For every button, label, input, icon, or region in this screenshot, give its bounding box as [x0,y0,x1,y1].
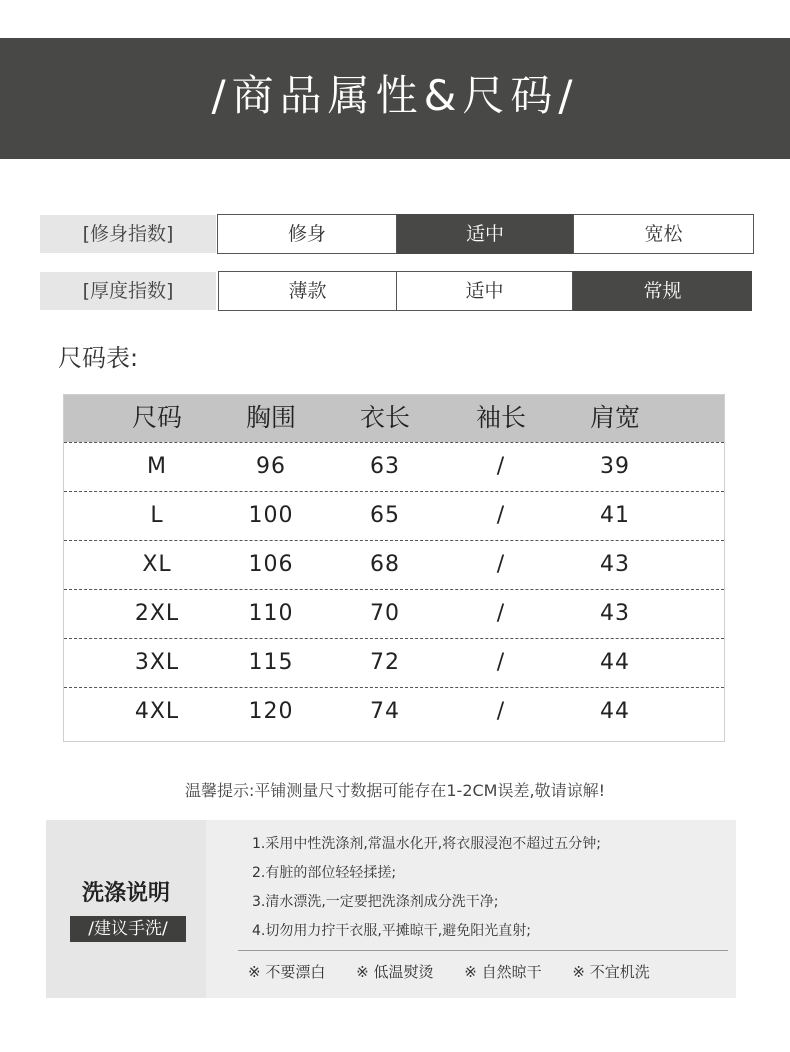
cell-length: 74 [370,699,400,724]
thickness-index-row [40,271,754,311]
header-banner [0,38,790,159]
care-no-machine-wash: ※ 不宜机洗 [572,963,650,981]
table-row [64,638,724,687]
header-size: 尺码 [131,403,182,432]
thickness-option-thin: 薄款 [218,271,397,311]
cell-chest: 110 [248,601,294,626]
thickness-index-label: [厚度指数] [40,272,216,310]
header-shoulder: 肩宽 [589,403,640,432]
washing-steps [252,834,601,950]
cell-size: 2XL [134,601,180,626]
cell-length: 65 [370,503,400,528]
table-row [64,687,724,736]
fit-index-label: [修身指数] [40,215,216,253]
cell-sleeve: / [496,552,506,577]
size-table-header [64,395,724,442]
banner-title: /商品属性&尺码/ [211,71,579,120]
cell-sleeve: / [496,454,506,479]
washing-subtitle: /建议手洗/ [70,916,186,942]
cell-shoulder: 43 [600,552,630,577]
header-chest: 胸围 [245,403,296,432]
header-sleeve: 袖长 [475,403,526,432]
table-row [64,491,724,540]
washing-step: 2.有脏的部位轻轻揉搓; [252,865,397,881]
cell-shoulder: 44 [600,650,630,675]
cell-shoulder: 41 [600,503,630,528]
cell-size: XL [142,552,172,577]
cell-sleeve: / [496,601,506,626]
cell-sleeve: / [496,699,506,724]
cell-size: 3XL [134,650,180,675]
table-row [64,540,724,589]
cell-sleeve: / [496,650,506,675]
measurement-tip: 温馨提示:平铺测量尺寸数据可能存在1-2CM误差,敬请谅解! [184,781,605,800]
cell-shoulder: 44 [600,699,630,724]
care-symbols [248,961,676,982]
table-row [64,442,724,491]
cell-size: M [147,454,167,479]
washing-details-panel [206,820,736,998]
fit-option-loose: 宽松 [573,214,754,254]
cell-chest: 115 [248,650,294,675]
table-row [64,589,724,638]
washing-step: 4.切勿用力拧干衣服,平摊晾干,避免阳光直射; [252,923,531,939]
cell-length: 70 [370,601,400,626]
cell-length: 63 [370,454,400,479]
size-table [63,394,725,742]
washing-title-panel [46,820,206,998]
header-length: 衣长 [359,403,410,432]
cell-shoulder: 43 [600,601,630,626]
cell-sleeve: / [496,503,506,528]
cell-chest: 120 [248,699,294,724]
cell-size: 4XL [134,699,180,724]
washing-step: 3.清水漂洗,一定要把洗涤剂成分洗干净; [252,894,499,910]
washing-title: 洗涤说明 [81,881,170,906]
care-no-bleach: ※ 不要漂白 [248,963,326,981]
care-low-iron: ※ 低温熨烫 [356,963,434,981]
washing-step: 1.采用中性洗涤剂,常温水化开,将衣服浸泡不超过五分钟; [252,836,601,852]
care-air-dry: ※ 自然晾干 [464,963,542,981]
thickness-option-medium: 适中 [396,271,573,311]
washing-instructions [46,820,736,998]
cell-chest: 100 [248,503,294,528]
fit-option-slim: 修身 [217,214,397,254]
cell-length: 72 [370,650,400,675]
divider [238,950,728,951]
cell-chest: 96 [256,454,286,479]
cell-shoulder: 39 [600,454,630,479]
size-chart-heading: 尺码表: [58,344,139,372]
cell-length: 68 [370,552,400,577]
thickness-option-regular: 常规 [573,271,752,311]
fit-index-row [40,214,754,254]
cell-size: L [150,503,164,528]
cell-chest: 106 [248,552,294,577]
fit-option-regular: 适中 [397,214,573,254]
